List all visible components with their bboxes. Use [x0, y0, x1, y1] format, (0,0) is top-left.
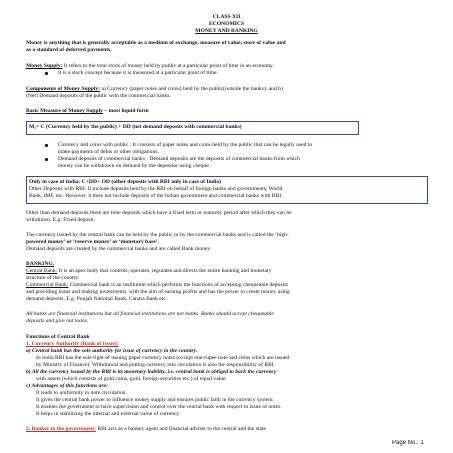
page-number: Page No.: 1: [392, 440, 424, 446]
components-paragraph: [26, 86, 283, 93]
money-supply-text: It refers to the total stock of money held by public at a particular point of time in an economy.: [62, 63, 274, 69]
advantage-item: It leads to uniformity in note circulation.: [36, 390, 127, 396]
class-heading: CLASS XII: [212, 14, 241, 20]
bullet-dot: [45, 158, 48, 161]
bank-money-line: Demand deposits are created by the commercial banks and are called Bank money.: [26, 246, 212, 252]
currency-coins-line-1: Currency and coins with public : It consists of paper notes and coins held by the public that can be legally used to: [58, 142, 313, 148]
banking-heading: BANKING.: [26, 261, 55, 267]
components-line-1: a) Currency (paper notes and coins) held by the public(outside the banks): and b): [100, 86, 283, 92]
money-supply-paragraph: [26, 63, 274, 70]
chapter-heading: MONEY AND BANKING: [195, 28, 258, 34]
demand-deposits-line-2: money can be withdrawn on demand by the depositor using cheque.: [58, 163, 211, 169]
bullet-dot: [45, 72, 48, 75]
currency-authority-heading: 1. Currency Authority (Bank of Issue):: [26, 341, 119, 347]
basic-measure-label: Basic Measure of Money Supply: [26, 108, 103, 114]
advantages-heading: c) Advantages of this functions are:: [26, 383, 108, 389]
rbi-issue-line-1: In India RBI has the sole right of issuing paper currency notes (except one-rupee note and coins which are issued: [36, 355, 290, 361]
basic-measure-heading: [26, 108, 149, 115]
sole-authority-heading: a) Central bank has the sole authority for issue of currency in the country.: [26, 348, 198, 354]
subject-heading: ECONOMICS: [208, 21, 245, 27]
money-supply-bullet: It is a stock concept because it is measured at a particular point of time.: [58, 70, 218, 76]
commercial-bank-line-3: demand deposits. E.g. Punjab National Bank, Canara Bank etc.: [26, 296, 168, 302]
components-label: Components of Money Supply:: [26, 86, 101, 92]
banker-government-text: RBI acts as a banker, agent and financial adviser to the central and the state: [95, 426, 266, 432]
central-bank-line-2: structure of the country.: [26, 275, 80, 281]
india-measure-title: Only in case of India: C+DD+ OD (other deposits with RBI only in case of India): [29, 179, 221, 185]
components-line-2: (Net) Demand deposits of the public with the commercial banks.: [26, 93, 171, 99]
commercial-bank-label: Commercial Bank:: [26, 282, 69, 288]
demand-deposits-line-1: Demand deposits of commercial banks : Demand deposits are the deposits of commercial banks from which: [58, 156, 300, 162]
commercial-bank-line-1: Commercial bank is an institution which performs the functions of accepting chequeable deposits: [68, 282, 288, 288]
monetary-liability-line-2: with assets (which consists of gold coins, gold, foreign securities etc.) of equal value.: [36, 376, 227, 382]
banks-note-line-2: deposits and give out loans.: [26, 318, 89, 324]
advantage-item: It gives the central bank power to influence money supply and ensures public faith in the currency system.: [36, 397, 274, 403]
other-deposits-line-2: Bank, IMF, etc. However, it does not include deposits of the Indian government and commercial banks with RBI.: [29, 193, 283, 199]
basic-measure-suffix: – most liquid form: [102, 108, 149, 114]
bullet-dot: [45, 144, 48, 147]
commercial-bank-paragraph: [26, 282, 288, 289]
banks-note-line-1: All banks are financial institutions but all financial institutions are not banks. Banks should accept chequeable: [26, 311, 274, 317]
advantage-item: It enables the government to have supervision and control over the central bank with respect to issue of notes.: [36, 404, 282, 410]
central-bank-paragraph: [26, 268, 272, 275]
intro-line-1: Money is anything that is generally acceptable as a medium of exchange, measure of value, store of value and: [26, 40, 286, 46]
currency-coins-line-2: make payments of debts or other obligations.: [58, 149, 159, 155]
intro-line-2: as a standard of deferred payments.: [26, 47, 112, 53]
functions-heading: Functions of Central Bank: [26, 334, 90, 340]
central-bank-label: Central Bank:: [26, 268, 58, 274]
central-bank-line-1: It is an apex body that controls, operates, regulates and directs the entire banking and monetary: [57, 268, 272, 274]
high-powered-line-2: powered money’ or ‘reserve money’ or ‘monetary base’.: [26, 239, 159, 245]
high-powered-line-1: The currency issued by the central bank can be held by the public or by the commercial banks and is called the ‘high-: [26, 232, 289, 238]
money-supply-label: Money Supply:: [26, 63, 63, 69]
banker-government-heading: 2. Banker to the government:: [26, 426, 96, 432]
banker-government-paragraph: [26, 426, 266, 433]
monetary-liability-text: b) All the currency issued by the RBI is its monetary liability, i.e. central bank is obliged to back the currency: [26, 369, 277, 375]
time-deposits-line-1: Other than demand deposits there are time deposits which have a fixed term or maturity period after which they can be: [26, 210, 292, 216]
m1-formula: M₁= C (Currency held by the public) + DD (net demand deposits with commercial banks): [29, 124, 242, 130]
commercial-bank-line-2: and providing loans and making investments, with the aim of earning profits and has the power to create money using: [26, 289, 290, 295]
monetary-liability-line-1: [26, 369, 277, 376]
time-deposits-line-2: withdrawn. E.g: Fixed deposit.: [26, 217, 95, 223]
advantage-item: It helps in stabilizing the internal and external value of currency.: [36, 411, 181, 417]
rbi-issue-line-2: by Ministry of Finance). Withdrawal and putting currency into circulation is also the responsibility of RBI.: [36, 362, 276, 368]
other-deposits-line-1: Other Deposits with RBI: It include deposits held by the RBI on behalf of foreign banks and governments, World: [29, 186, 283, 192]
